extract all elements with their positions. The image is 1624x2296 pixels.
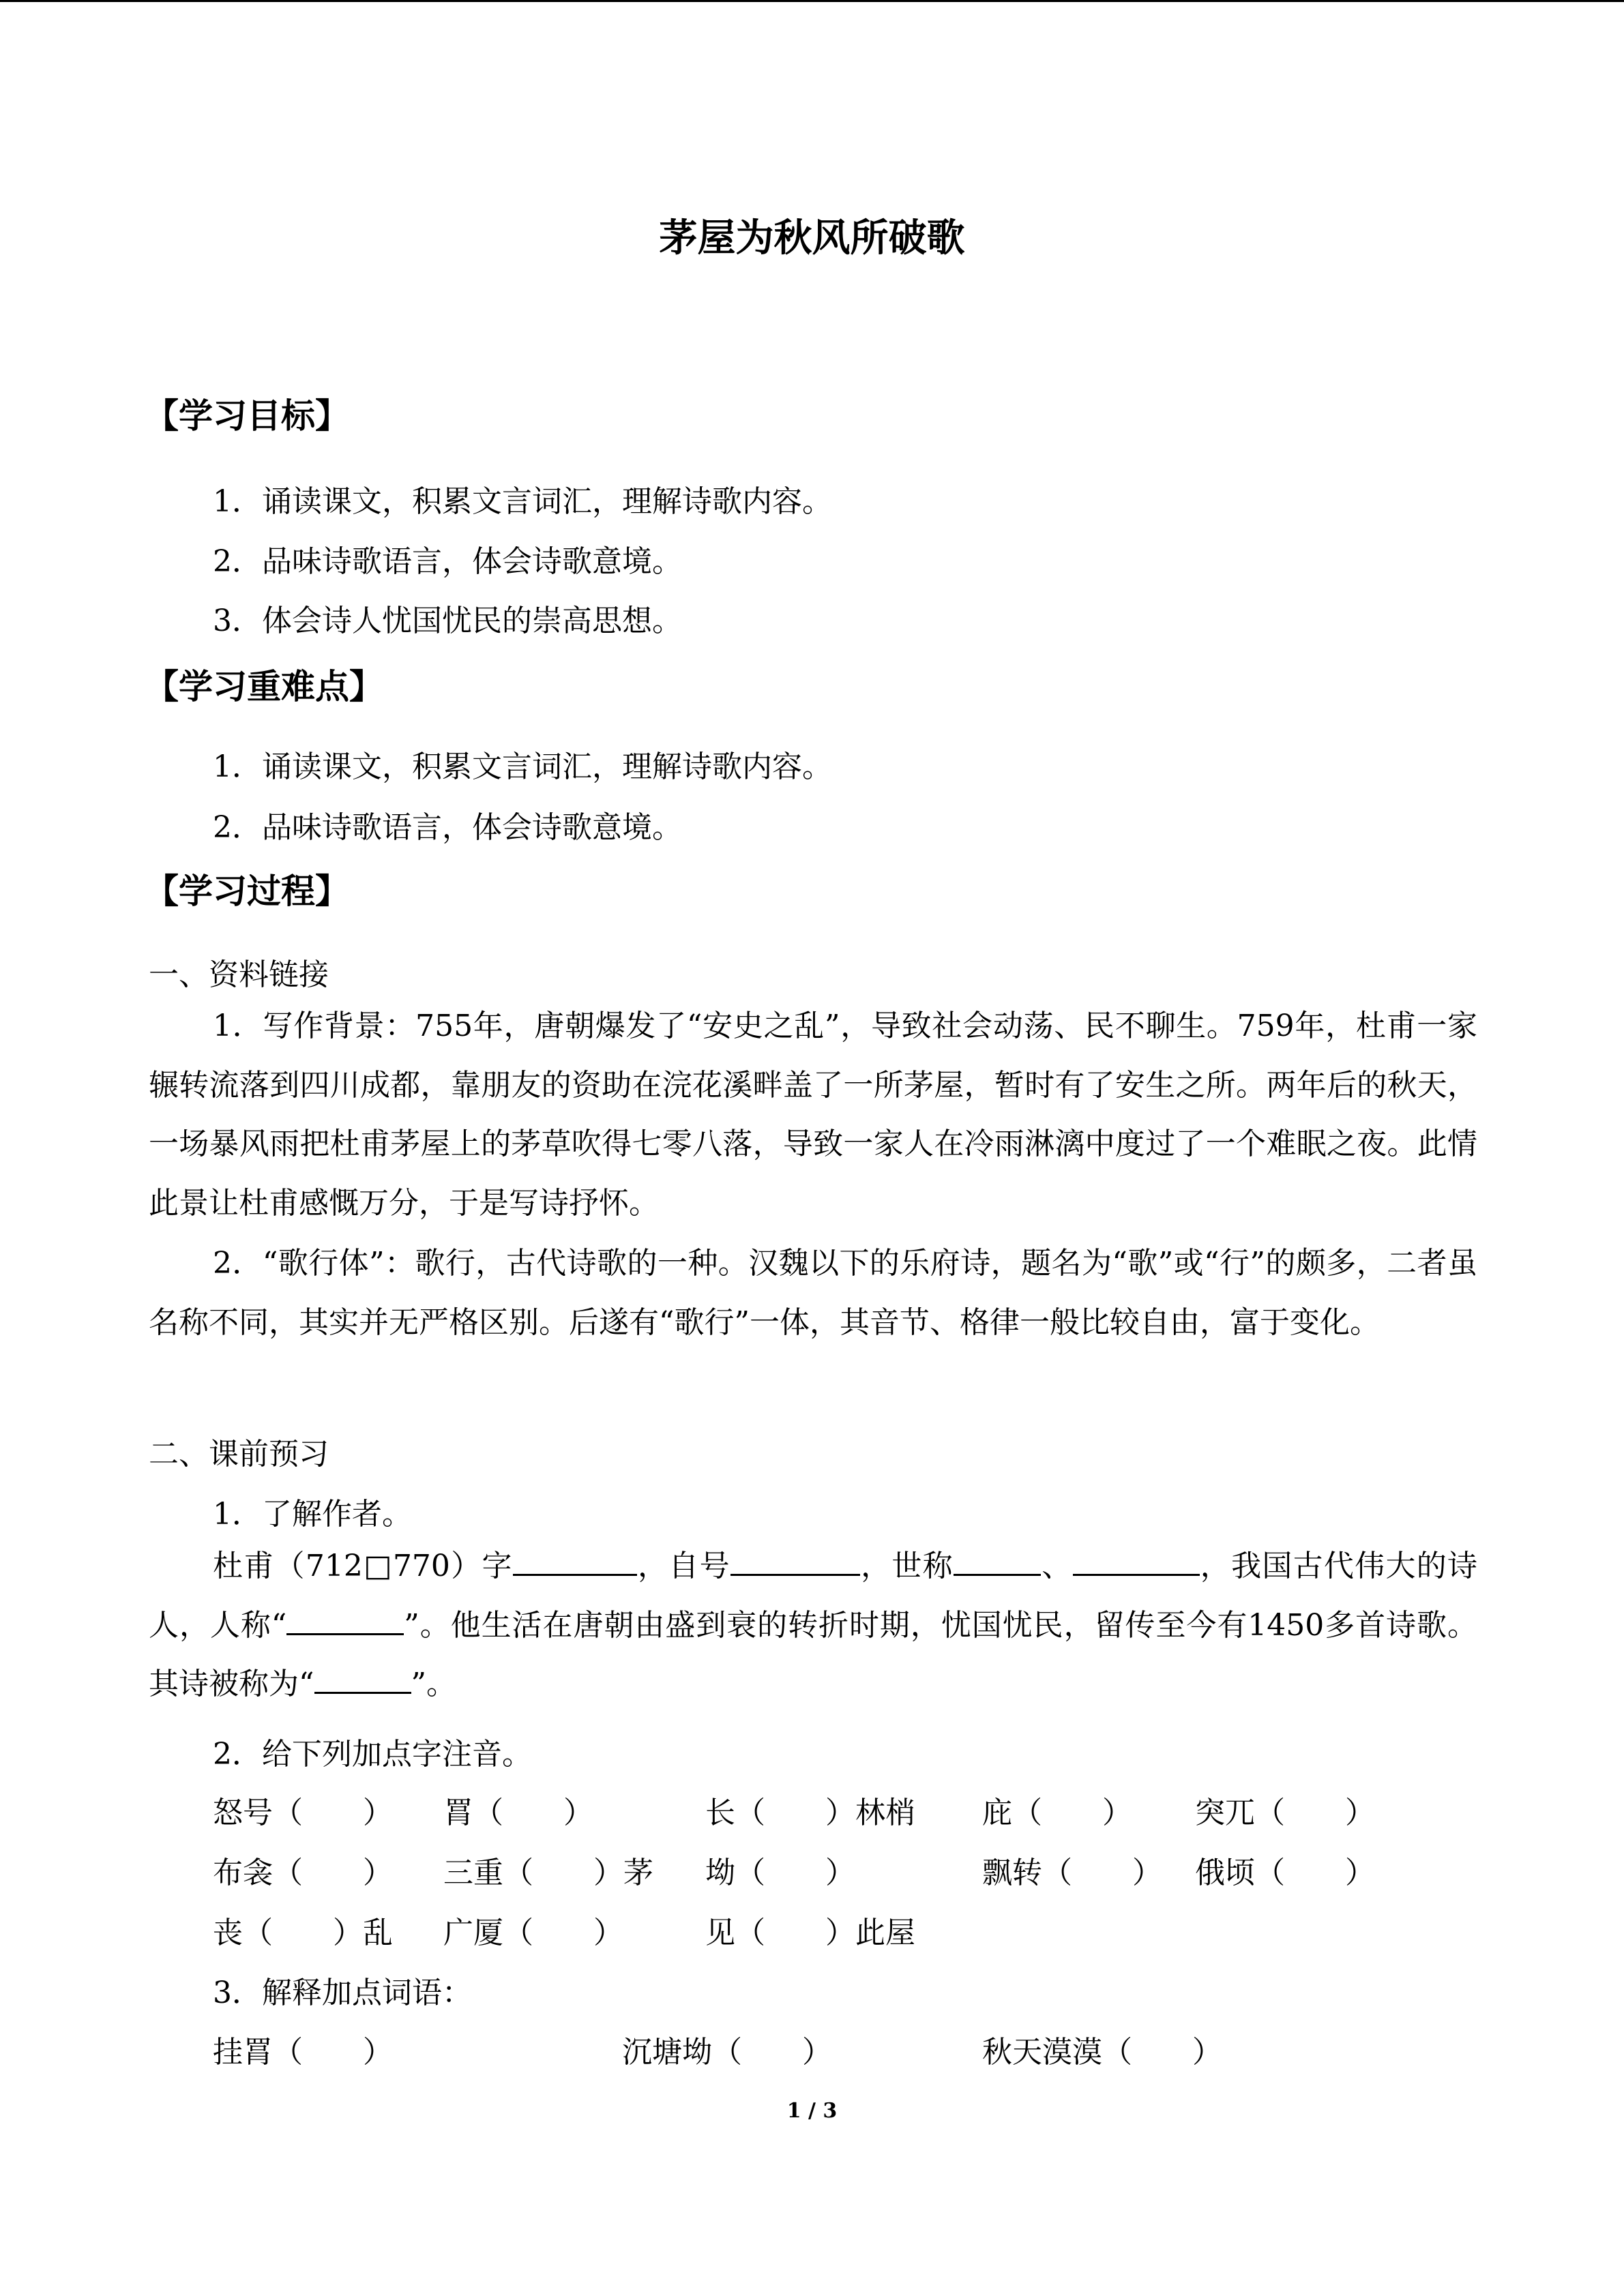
goal-item: 1．诵读课文，积累文言词汇，理解诗歌内容。 bbox=[213, 484, 832, 519]
pinyin-item: 广厦（ ） bbox=[443, 1915, 623, 1950]
subheading-preview: 二、课前预习 bbox=[149, 1437, 329, 1472]
pinyin-item: 见（ ）此屋 bbox=[705, 1915, 915, 1950]
pinyin-item: 罥（ ） bbox=[443, 1795, 593, 1830]
pinyin-item: 丧（ ）乱 bbox=[213, 1915, 393, 1950]
pinyin-item: 三重（ ）茅 bbox=[443, 1855, 653, 1890]
fill-blank-title-two[interactable] bbox=[1073, 1547, 1200, 1576]
goal-item: 2．品味诗歌语言，体会诗歌意境。 bbox=[213, 544, 682, 579]
top-border bbox=[0, 0, 1624, 2]
pinyin-item: 布衾（ ） bbox=[213, 1855, 393, 1890]
pinyin-item: 飘转（ ） bbox=[982, 1855, 1162, 1890]
fill-blank-title-one[interactable] bbox=[954, 1547, 1041, 1576]
paragraph-background: 1．写作背景：755年，唐朝爆发了“安史之乱”，导致社会动荡、民不聊生。759年，杜甫一家辗转流落到四川成都，靠朋友的资助在浣花溪畔盖了一所茅屋，暂时有了安生之所。两年后的秋天，一场暴风雨把杜甫茅屋上的茅草吹得七零八落，导致一家人在冷雨淋漓中度过了一个难眠之夜。此情此景让杜甫感慨万分，于是写诗抒怀。 bbox=[149, 1009, 1477, 1221]
fill-blank-poetry-name[interactable] bbox=[314, 1665, 411, 1694]
question-pinyin: 2．给下列加点字注音。 bbox=[213, 1737, 532, 1772]
paragraph-author-fill: 杜甫（712□770）字 ，自号 ，世称 、 ，我国古代伟大的诗人，人称“ ”。他生活在唐朝由盛到衰的转折时期，忧国忧民，留传至今有1450多首诗歌。其诗被称为“ ”。 bbox=[149, 1537, 1477, 1714]
subheading-resources: 一、资料链接 bbox=[149, 957, 329, 992]
page-number: 1 / 3 bbox=[786, 2099, 838, 2123]
key-point-item: 2．品味诗歌语言，体会诗歌意境。 bbox=[213, 810, 682, 845]
paragraph-genre: 2．“歌行体”：歌行，古代诗歌的一种。汉魏以下的乐府诗，题名为“歌”或“行”的颇多，二者虽名称不同，其实并无严格区别。后遂有“歌行”一体，其音节、格律一般比较自由，富于变化。 bbox=[149, 1246, 1477, 1340]
question-author: 1．了解作者。 bbox=[213, 1497, 412, 1532]
page-title: 茅屋为秋风所破歌 bbox=[659, 216, 965, 260]
fill-blank-pseudonym[interactable] bbox=[730, 1547, 860, 1576]
fill-blank-epithet[interactable] bbox=[286, 1606, 404, 1635]
pinyin-item: 长（ ）林梢 bbox=[705, 1795, 915, 1830]
dash-placeholder: □ bbox=[362, 1549, 393, 1583]
fill-blank-courtesy-name[interactable] bbox=[513, 1547, 637, 1576]
explain-item: 沉塘坳（ ） bbox=[622, 2035, 832, 2070]
explain-item: 挂罥（ ） bbox=[213, 2035, 393, 2070]
question-explain: 3．解释加点词语： bbox=[213, 1976, 472, 2010]
pinyin-item: 庇（ ） bbox=[982, 1795, 1132, 1830]
explain-item: 秋天漠漠（ ） bbox=[982, 2035, 1222, 2070]
pinyin-item: 突兀（ ） bbox=[1195, 1795, 1375, 1830]
section-heading-goals: 【学习目标】 bbox=[145, 396, 349, 436]
pinyin-item: 坳（ ） bbox=[705, 1855, 855, 1890]
pinyin-item: 怒号（ ） bbox=[213, 1795, 393, 1830]
goal-item: 3．体会诗人忧国忧民的崇高思想。 bbox=[213, 603, 682, 638]
pinyin-item: 俄顷（ ） bbox=[1195, 1855, 1375, 1890]
section-heading-process: 【学习过程】 bbox=[145, 871, 349, 911]
section-heading-key-points: 【学习重难点】 bbox=[145, 667, 383, 706]
key-point-item: 1．诵读课文，积累文言词汇，理解诗歌内容。 bbox=[213, 749, 832, 784]
